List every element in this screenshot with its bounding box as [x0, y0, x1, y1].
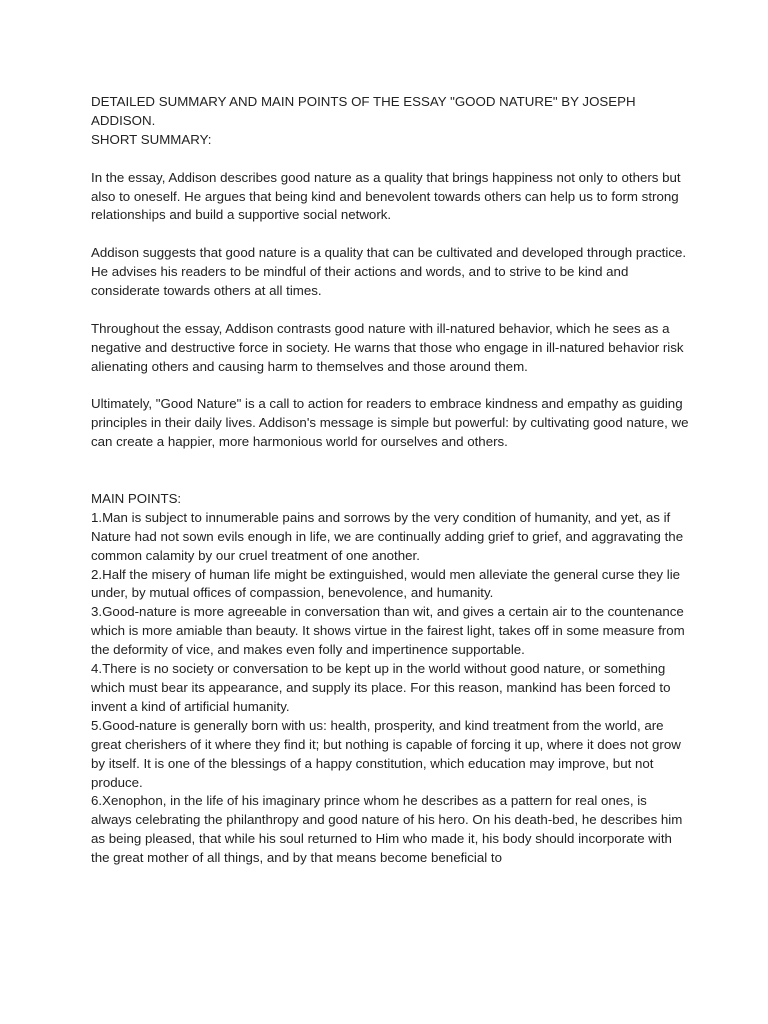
document-title: DETAILED SUMMARY AND MAIN POINTS OF THE ESSAY "GOOD NATURE" BY JOSEPH ADDISON.: [91, 94, 636, 128]
main-point-2: 2.Half the misery of human life might be extinguished, would men alleviate the general curse they lie under, by mutual offices of compassion, benevolence, and humanity.: [91, 566, 681, 601]
main-point-3: 3.Good-nature is more agreeable in conversation than wit, and gives a certain air to the countenance which is more amiable than beauty. It shows virtue in the fairest light, takes off in some measure from the deformity of vice, and makes even folly and impertinence supportable.: [91, 604, 685, 658]
short-summary-heading: SHORT SUMMARY:: [91, 131, 212, 147]
main-point-6: 6.Xenophon, in the life of his imaginary prince whom he describes as a pattern for real ones, is always celebrating the philanthropy and good nature of his hero. On his death-bed, he describes him as being pleased, that while his soul returned to Him who made it, his body should incorporate with the great mother of all things, and by that means become beneficial to: [91, 793, 683, 866]
main-points-list: [91, 509, 691, 868]
summary-paragraph-2: Addison suggests that good nature is a quality that can be cultivated and developed through practice. He advises his readers to be mindful of their actions and words, and to strive to be kind and considerate towards others at all times.: [91, 245, 687, 299]
main-point-1: 1.Man is subject to innumerable pains and sorrows by the very condition of humanity, and yet, as if Nature had not sown evils enough in life, we are continually adding grief to grief, and aggravating the common calamity by our cruel treatment of one another.: [91, 509, 684, 563]
summary-paragraph-3: Throughout the essay, Addison contrasts good nature with ill-natured behavior, which he sees as a negative and destructive force in society. He warns that those who engage in ill-natured behavior risk alienating others and causing harm to themselves and those around them.: [91, 320, 684, 374]
main-points-heading: MAIN POINTS:: [91, 490, 182, 506]
main-point-4: 4.There is no society or conversation to be kept up in the world without good nature, or something which must bear its appearance, and supply its place. For this reason, mankind has been forced to invent a kind of artificial humanity.: [91, 661, 671, 714]
summary-paragraph-4: Ultimately, "Good Nature" is a call to action for readers to embrace kindness and empathy as guiding principles in their daily lives. Addison's message is simple but powerful: by cultivating good nature, we can create a happier, more harmonious world for ourselves and others.: [91, 396, 689, 450]
main-point-5: 5.Good-nature is generally born with us: health, prosperity, and kind treatment from the world, are great cherishers of it where they find it; but nothing is capable of forcing it up, where it does not grow by itself. It is one of the blessings of a happy constitution, which education may improve, but not produce.: [91, 717, 681, 790]
document-content: [91, 93, 691, 868]
summary-paragraph-1: In the essay, Addison describes good nature as a quality that brings happiness not only to others but also to oneself. He argues that being kind and benevolent towards others can help us to form strong relationships and build a supportive social network.: [91, 169, 681, 223]
